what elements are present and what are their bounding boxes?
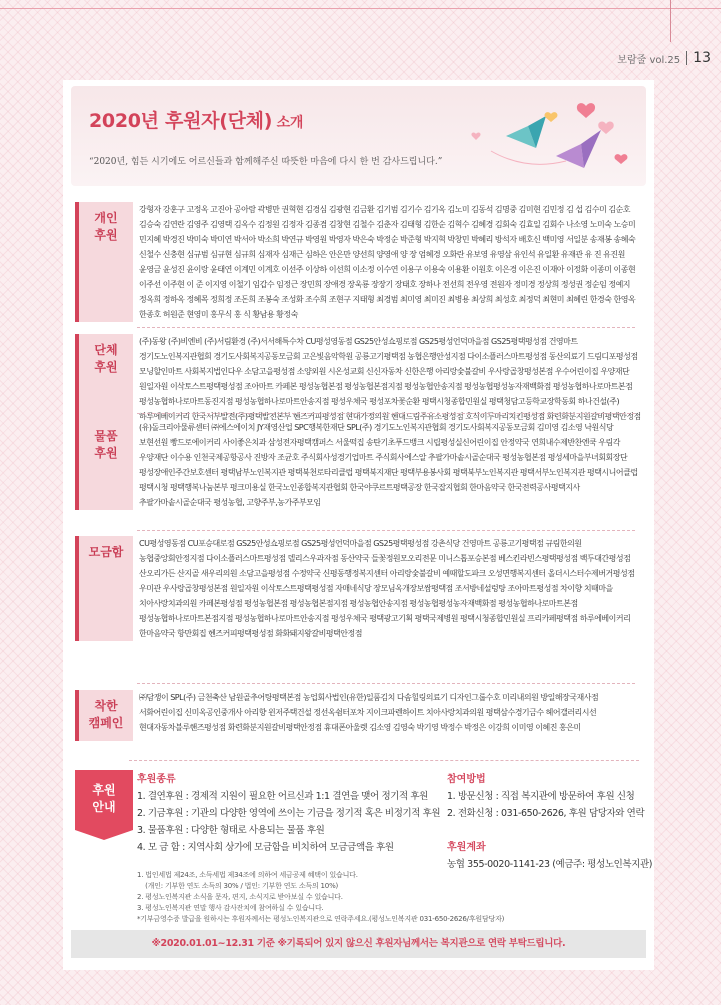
section-tab-label: [75, 202, 133, 322]
page-title-suffix: 소개: [272, 115, 304, 131]
section-tab: [71, 690, 137, 741]
footer-notice: ※2020.01.01~12.31 기준 ※기록되어 있지 않으신 후원자님께서는 복지관으로 연락 부탁드립니다.: [71, 930, 646, 958]
title-box: [71, 86, 646, 186]
heart-icon: [545, 112, 558, 122]
account-number: 농협 355-0020-1141-23 (예금주: 평성노인복지관): [447, 859, 653, 870]
section-divider: [137, 530, 635, 531]
section-individual: [71, 202, 646, 322]
sponsorship-types: [137, 770, 447, 856]
note-line: *기부금영수증 발급을 원하시는 후원자께서는 평성노인복지관으로 연락주세요.(평성노인복지관 031-650-2626/후원담당자): [137, 915, 505, 923]
method-heading: 참여방법: [447, 774, 486, 785]
type-item: 3. 물품후원 : 다양한 형태로 사용되는 물품 후원: [137, 825, 325, 836]
type-item: 4. 모 금 함 : 지역사회 상가에 모금함을 비치하여 모금금액을 후원: [137, 842, 394, 853]
section-tab: [71, 536, 137, 641]
top-rule: [0, 8, 721, 9]
info-badge: [75, 770, 133, 830]
corner-rule: [670, 0, 671, 42]
donor-names: ㈜담쟁이 SPL(주) 금천축산 남원골추어탕평택본점 농업회사법인(유한)일품김치 다솜힐링의료기 디자인그룹수호 미리내의원 방일해장국재사점 서화어린이집 신미옥공인중개사 아리향 윈저주택건설 정선옥쉼터포차 지이크파렌하이트 치아사랑치과의원 평택삼수경기금수 헤어갤러리시선 현대자동차블루핸즈평성점 화련화분지원갈비평택안정점 휴대폰아울렛 김소영 김영숙 박기영 박정수 박정은 이강희 이미영 이혜진 홍은미: [139, 693, 599, 732]
tab-line: 물품: [94, 429, 118, 443]
tab-line: 후원: [94, 360, 118, 375]
page-title-main: 2020년 후원자(단체): [89, 110, 273, 132]
magazine-name: 보람줄 vol.25: [617, 54, 681, 66]
tab-line: 모금함: [88, 545, 124, 559]
header-separator: [686, 51, 687, 65]
participation: [447, 770, 653, 873]
heart-icon: [471, 133, 480, 140]
spacer: [447, 822, 647, 838]
sponsorship-info: [71, 766, 653, 926]
section-group: [71, 334, 646, 424]
method-item: 2. 전화신청 : 031-650-2626, 후원 담당자와 연락: [447, 808, 645, 819]
tab-line: 후원: [94, 228, 118, 243]
bird-wing-icon: [581, 130, 601, 168]
donor-names: 강형자 강훈구 고정옥 고진아 공아람 곽병만 권혁현 김경심 김광현 김금환 김기범 김기수 김기옥 김노미 김동석 김명중 김미현 김민정 김 섭 김수미 김순호 김승숙 김연란 김영주 김영택 김옥수 김정원 김정자 김종겸 김창현 김철수 김춘자 김태형 김한순 김혁수 김혜경 김회숙 김효일 김회수 나소영 노미숙 노승미 민지혜 박경진 박미숙 박미연 박서아 박소희 박연규 박영원 박영자 박은숙 박정순 박준형 박지혁 박창민 박혜리 방석자 배호신 백미영 서일분 송재봉 송혜숙 신철수 신충현 심규범 심규현 심규희 심재자 심재근 심하은 안은만 양선희 양영애 양 장 엄혜경 오화란 유보영 유영삼 유인석 유일환 유재관 유 진 유진원 윤영금 윤성진 윤이랑 윤태연 이계민 이계호 이선주 이상하 이선희 이소정 이수연 이용구 이용숙 이용환 이원호 이은경 이은진 이재아 이정화 이종미 이종현 이주선 이주현 이 준 이지영 이철기 임갑수 임정근 장민희 장애경 장욱룡 장장기 장태호 장하나 전선희 전우영 전원자 정미경 정상희 정성권 정순임 정예지 정옥희 정하옥 정혜목 정희정 조돈희 조봉숙 조성화 조수희 조현구 지태형 최경범 최미영 최미진 최병용 최상희 최성호 최정덕 최현미 최혜린 한경숙 한영옥 한종호 허원준 현영미 홍무식 홍 식 황남용 황정숙: [139, 205, 636, 319]
tab-line: 안내: [92, 799, 116, 814]
section-tab: [71, 202, 137, 322]
section-divider: [137, 327, 635, 328]
type-item: 2. 기금후원 : 기관의 다양한 영역에 쓰이는 기금을 정기적 혹은 비정기적 후원: [137, 808, 441, 819]
account-heading: 후원계좌: [447, 842, 486, 853]
section-divider: [137, 683, 635, 684]
donor-names: (주)동왕 (주)비엔비 (주)서림환경 (주)서서해특수차 CU평성영동점 GS25안성쇼핑로점 GS25평성언덕마을점 GS25평택평성점 건영마트 경기도노인복지관협회 경기도사회복지공동모금회 고은빛음악학원 공룡고기평택점 농협은행안성지점 다이소플러스마트평성점 동산의료기 드림디포평성점 모닝할인마트 사회복지법인다우 소담고을평성점 소양외원 시온성교회 신신자동차 신한은행 아리랑숯불갈비 우사랑곱창평성본점 우수어린이집 우양재단 원일자원 이삭토스트평택평성점 조아마트 카페본 평성농협본점 평성농협본점지점 평성농협안송지점 평성농협평성농자재백화점 평성농협하나로마트본점 평성농협하나로마트동진지점 평성농협하나로마트안송지점 평성우체국 평성포차꽃순환 평택시청종합민원실 평택청담고등학교장학동회 하나건설(주) 하루에베이커리 한국서부발전(주)평택발전본부 헨즈커피평성점 현대가정의원 헨대드림주유소평성점 호식이두마리치킨평성점 화련화분지원갈비평택안정점: [139, 337, 641, 421]
notes: [137, 870, 504, 925]
section-tab: [71, 334, 137, 424]
note-line: 3. 평성노인복지관 연말 행사 감사잔치에 참여하실 수 있습니다.: [137, 904, 324, 912]
info-body: [137, 766, 653, 926]
tab-line: 착한: [94, 699, 118, 713]
tab-line: 캠페인: [88, 716, 124, 731]
section-campaign: [71, 690, 646, 741]
decor-line: [491, 151, 566, 164]
section-donation-box: [71, 536, 646, 641]
section-divider: [129, 760, 639, 761]
section-tab-label: [75, 334, 133, 424]
section-divider: [137, 413, 635, 414]
page-title: [89, 106, 303, 133]
type-item: 1. 결연후원 : 경제적 지원이 필요한 어르신과 1:1 결연을 맺어 정기적 후원: [137, 791, 428, 802]
section-tab-label: [75, 536, 133, 641]
heart-icon: [598, 121, 613, 134]
bird-icon: [556, 144, 584, 168]
note-line: (개인: 기부한 연도 소득의 30% / 법인: 기부한 연도 소득의 10%): [137, 882, 339, 890]
tab-line: 개인: [94, 211, 118, 225]
page-subtitle: “2020년, 힘든 시기에도 어르신들과 함께해주신 따뜻한 마음에 다시 한 번 감사드립니다.”: [89, 157, 443, 167]
donor-names: (유)돌크리아물류센터 ㈜에스에이치 JY재영산업 SPC행복한재단 SPL(주) 경기도노인복지관협회 경기도사회복지공동모금회 김미영 김소영 낙원식당 보현선원 빵드로에이커리 사이좋은치과 삼성전자평택캠퍼스 서울떡집 송탄기초푸드뱅크 시립평성실신어린이집 안정약국 연희내수제반찬엔쿡 우림각 우양재단 이수용 인천국제공항공사 진방자 조균호 주식회사성경기업마트 주식회사에스알 추팔가마솥시골순대국 평성농협본점 평성세마을부녀회회장단 평성장애인주간보호센터 평택남부노인복지관 평택북천로타리클럽 평택북지재단 평택부용봉사회 평택북부노인복지관 평택서부노인복지관 평택시니어클럽 평택시청 평택행복나눔본부 평크미용실 한국노인종합복지관협회 한국야쿠르트평택공장 한국잡지협회 한마음약국 한국전력공사평택지사 추팔가마솥시골순대국 평성농협, 고향주부,농가주부모임: [139, 423, 638, 507]
section-goods: [71, 420, 646, 510]
types-heading: 후원종류: [137, 774, 176, 785]
donor-names: CU평성영동점 CU포승대로점 GS25안성쇼핑로점 GS25평성언덕마을점 GS25평택평성점 강촌식당 건영마트 공룡고기평택점 규림한의원 농협중앙회안정지점 다이소플러스마트평성점 델리스우과자점 동산약국 들꽃정원모오리전문 미니스톱포승본점 베스킨라빈스평택평성점 백두대간평성점 산오리가든 산지골 새우리의원 소담고을평성점 수정약국 신평동행정복지센터 아리랑숯불갈비 예때할도파크 오성면행복지센터 올더시스터수제버거평성점 우미관 우사랑곱창평성본점 원일자원 이삭토스트평택평성점 자매네식당 장모님옥개장보쌈평택점 조서방네설렁탕 조아마트평성점 차이향 치때마을 치아사랑치과의원 카페본평성점 평성농협본점 평성농협본점지점 평성농협안송지점 평성농협평성농자재백화점 평성농협하나로마트본점 평성농협하나로마트본점지점 평성농협하나로마트안송지점 평성우체국 평택광고기획 평택국제병원 평택시청종합민원실 프리카페평택점 하루에베이커리 한마음약국 항만회집 헨즈커피평택평성점 화화돼지왕갈비평택안정점: [139, 539, 635, 638]
tab-line: 후원: [94, 446, 118, 461]
info-tab: [71, 766, 137, 926]
page-number: 13: [693, 50, 711, 66]
heart-icon: [577, 103, 595, 118]
section-tab-label: [75, 690, 133, 741]
method-item: 1. 방문신청 : 직접 복지관에 방문하여 후원 신청: [447, 791, 635, 802]
note-line: 1. 법인세법 제24조, 소득세법 제34조에 의하여 세금공제 혜택이 있습니다.: [137, 871, 358, 879]
tab-line: 단체: [94, 343, 118, 357]
content-card: [63, 80, 654, 970]
page-header: [617, 50, 711, 66]
note-line: 2. 평성노인복지관 소식을 문자, 편지, 소식지로 받아보실 수 있습니다.: [137, 893, 343, 901]
tab-line: 후원: [92, 783, 116, 797]
section-tab-label: [75, 420, 133, 510]
paper-birds-illustration: [436, 86, 636, 186]
section-tab: [71, 420, 137, 510]
heart-icon: [615, 154, 628, 164]
